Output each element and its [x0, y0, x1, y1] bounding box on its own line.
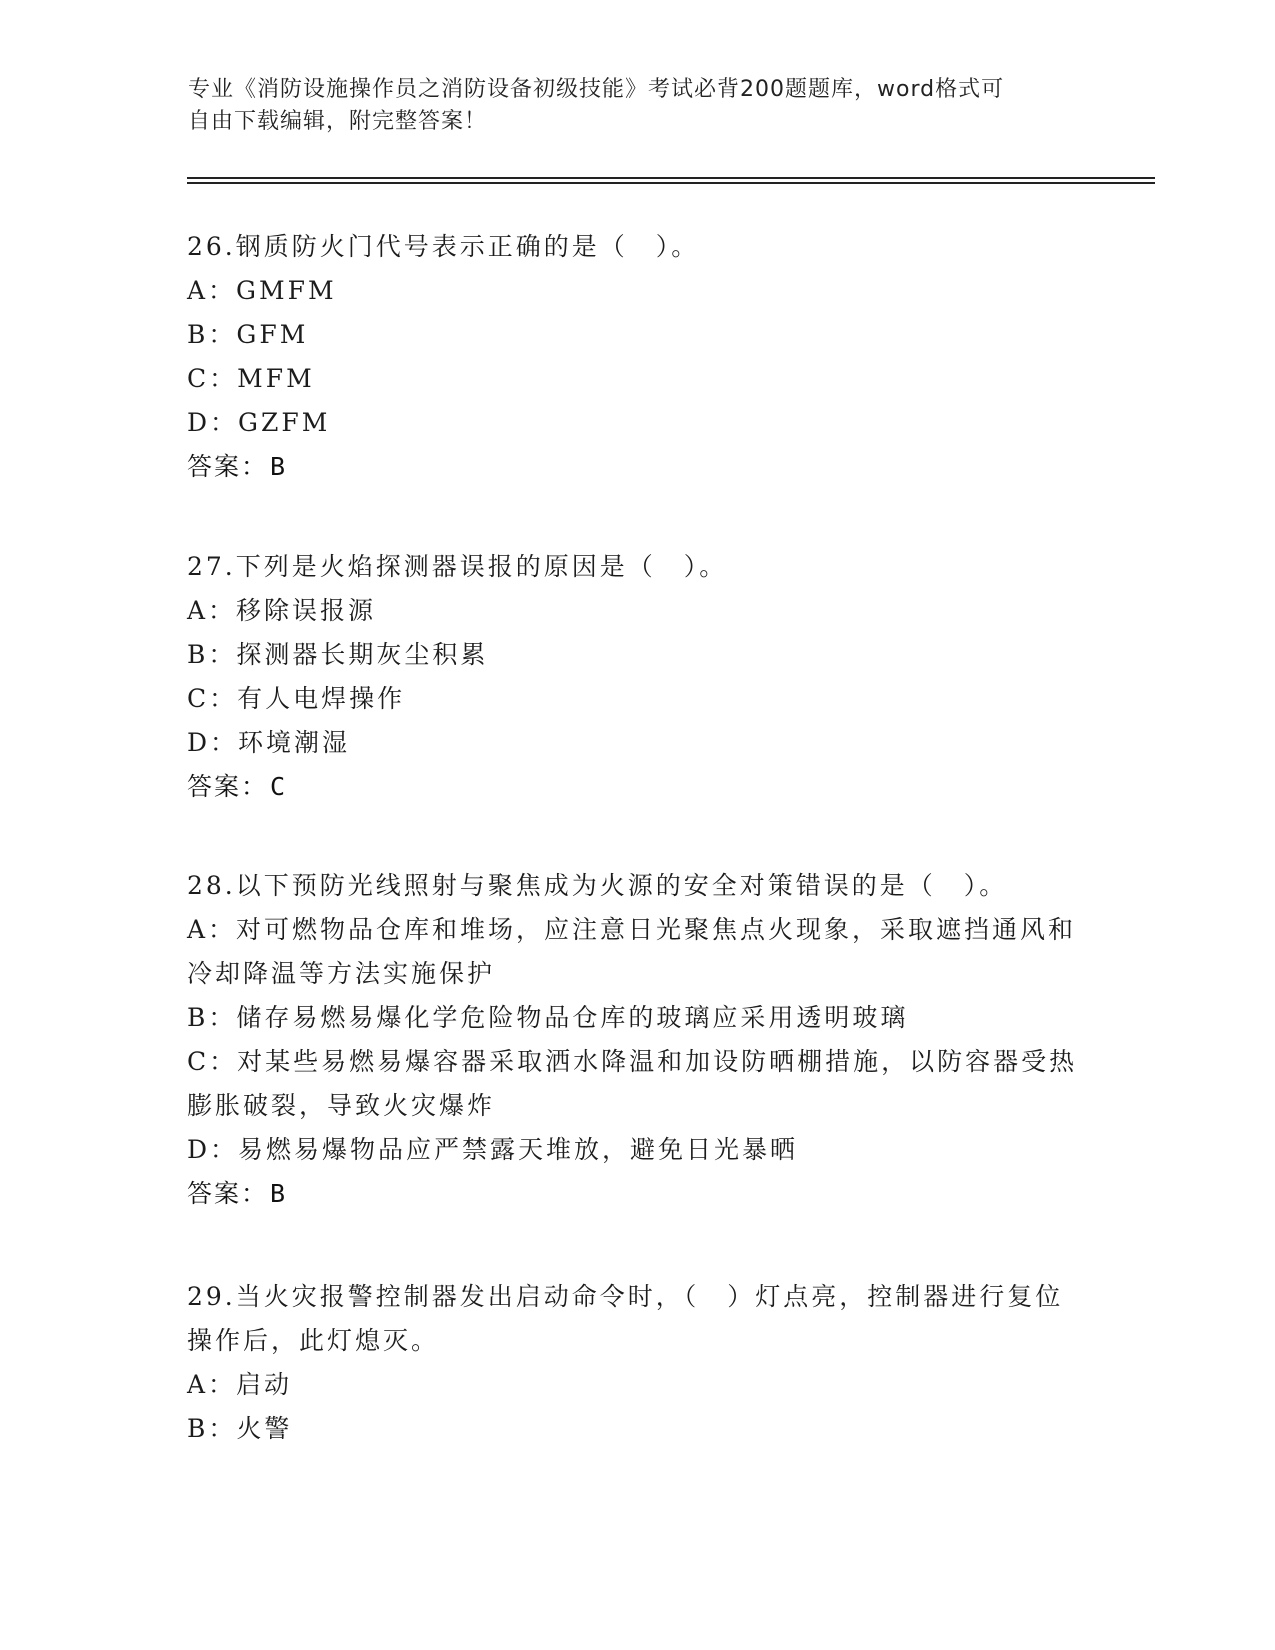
answer-value: B — [270, 1179, 288, 1208]
question-29 — [187, 1275, 1087, 1451]
option-c: C：对某些易燃易爆容器采取洒水降温和加设防晒棚措施，以防容器受热膨胀破裂，导致火灾爆炸 — [187, 1047, 1078, 1120]
question-27 — [187, 545, 1087, 809]
answer-line — [187, 765, 1087, 809]
option-b: B：储存易燃易爆化学危险物品仓库的玻璃应采用透明玻璃 — [187, 1003, 909, 1032]
option-a: A：移除误报源 — [187, 596, 377, 625]
question-stem: 27.下列是火焰探测器误报的原因是（ ）。 — [187, 552, 728, 581]
option-d: D：环境潮湿 — [187, 728, 351, 757]
option-c: C：有人电焊操作 — [187, 684, 406, 713]
question-stem: 26.钢质防火门代号表示正确的是（ ）。 — [187, 232, 700, 261]
answer-value: B — [270, 452, 288, 481]
option-d: D：易燃易爆物品应严禁露天堆放，避免日光暴晒 — [187, 1135, 799, 1164]
answer-label: 答案： — [187, 772, 269, 801]
question-stem: 28.以下预防光线照射与聚焦成为火源的安全对策错误的是（ ）。 — [187, 871, 1008, 900]
option-b: B：GFM — [187, 320, 309, 349]
answer-value: C — [270, 772, 288, 801]
question-28 — [187, 864, 1087, 1216]
question-stem: 29.当火灾报警控制器发出启动命令时，（ ）灯点亮，控制器进行复位操作后，此灯熄灭。 — [187, 1282, 1064, 1355]
option-d: D：GZFM — [187, 408, 331, 437]
header-line-1: 专业《消防设施操作员之消防设备初级技能》考试必背200题题库，word格式可 — [188, 77, 1005, 102]
answer-line — [187, 445, 1087, 489]
option-b: B：火警 — [187, 1414, 293, 1443]
header-divider-bottom — [187, 182, 1155, 184]
answer-line — [187, 1172, 1087, 1216]
option-b: B：探测器长期灰尘积累 — [187, 640, 489, 669]
header-divider-top — [187, 177, 1155, 179]
option-a: A：GMFM — [187, 276, 337, 305]
option-a: A：对可燃物品仓库和堆场，应注意日光聚焦点火现象，采取遮挡通风和冷却降温等方法实施保护 — [187, 915, 1077, 988]
answer-label: 答案： — [187, 452, 269, 481]
header-line-2: 自由下载编辑，附完整答案！ — [188, 109, 488, 134]
answer-label: 答案： — [187, 1179, 269, 1208]
question-26 — [187, 225, 1087, 489]
document-header — [188, 74, 1068, 138]
option-a: A：启动 — [187, 1370, 293, 1399]
option-c: C：MFM — [187, 364, 315, 393]
